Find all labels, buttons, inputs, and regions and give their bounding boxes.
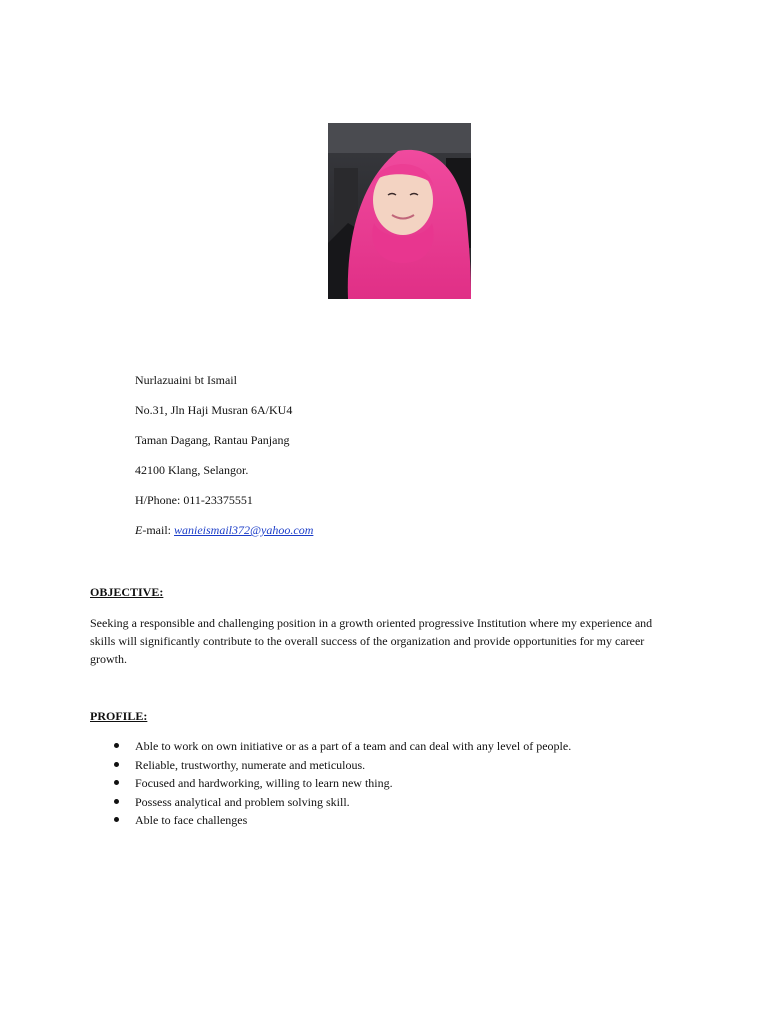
list-item-text: Focused and hardworking, willing to learn new thing.	[135, 776, 393, 790]
email-link[interactable]: wanieismail372@yahoo.com	[174, 523, 314, 537]
list-item-text: Able to work on own initiative or as a part of a team and can deal with any level of people.	[135, 739, 572, 753]
email-label-rest: -mail:	[142, 523, 175, 537]
bullet-icon	[114, 780, 119, 785]
list-item-text: Able to face challenges	[135, 813, 248, 827]
email-label	[135, 523, 174, 537]
profile-photo	[328, 123, 471, 299]
list-item	[90, 776, 571, 795]
profile-heading: PROFILE:	[90, 709, 148, 723]
objective-heading: OBJECTIVE:	[90, 585, 164, 599]
bullet-icon	[114, 743, 119, 748]
phone-number: H/Phone: 011-23375551	[135, 493, 253, 507]
list-item	[90, 739, 571, 758]
address-line-1: No.31, Jln Haji Musran 6A/KU4	[135, 403, 293, 417]
address-line-3: 42100 Klang, Selangor.	[135, 463, 249, 477]
bullet-icon	[114, 762, 119, 767]
list-item-text: Reliable, trustworthy, numerate and meticulous.	[135, 757, 366, 772]
email-line	[135, 523, 313, 537]
list-item	[90, 813, 571, 832]
list-item	[90, 758, 571, 777]
address-line-2: Taman Dagang, Rantau Panjang	[135, 433, 290, 447]
contact-name: Nurlazuaini bt Ismail	[135, 373, 237, 387]
email-label-first: E	[135, 523, 143, 537]
contact-block	[135, 373, 313, 553]
profile-list	[90, 739, 571, 832]
bullet-icon	[114, 799, 119, 804]
list-item	[90, 795, 571, 814]
objective-text: Seeking a responsible and challenging position in a growth oriented progressive Institution where my experience and skills will significantly contribute to the overall success of the organization and provide opportunities for my career growth.	[90, 616, 653, 666]
list-item-text: Possess analytical and problem solving skill.	[135, 794, 350, 809]
bullet-icon	[114, 817, 119, 822]
